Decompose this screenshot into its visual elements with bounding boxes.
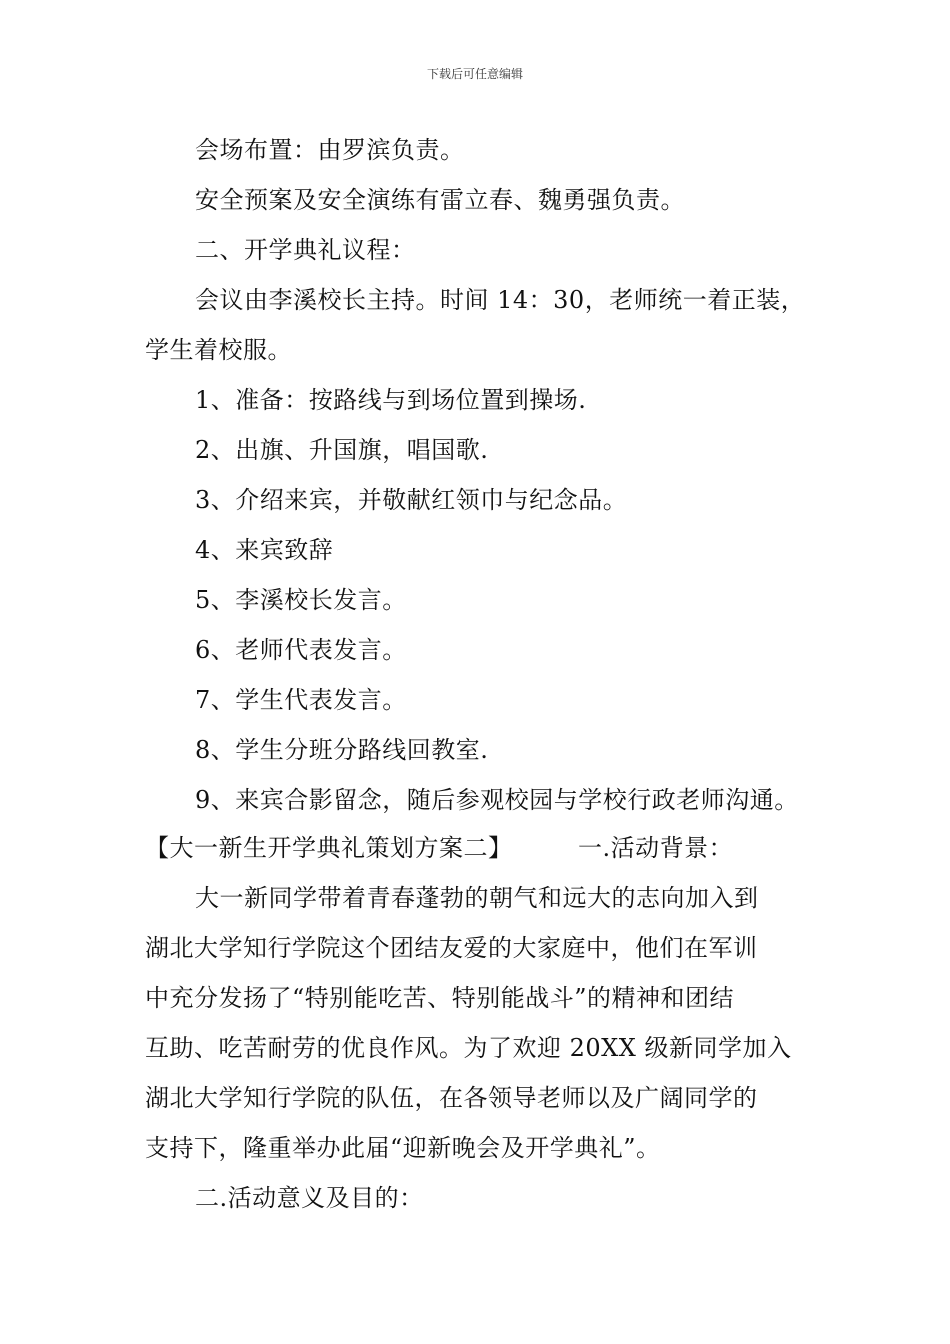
background-paragraph-line: 湖北大学知行学院这个团结友爱的大家庭中，他们在军训 xyxy=(145,934,758,962)
agenda-item-9: 9、来宾合影留念，随后参观校园与学校行政老师沟通。 xyxy=(195,786,799,814)
agenda-item-5: 5、李溪校长发言。 xyxy=(195,586,407,614)
agenda-item-6: 6、老师代表发言。 xyxy=(195,636,407,664)
section-heading-agenda: 二、开学典礼议程： xyxy=(195,236,416,264)
agenda-item-1: 1、准备：按路线与到场位置到操场. xyxy=(195,386,587,414)
background-paragraph-line: 支持下，隆重举办此届“迎新晚会及开学典礼”。 xyxy=(145,1134,661,1162)
background-paragraph-line: 湖北大学知行学院的队伍，在各领导老师以及广阔同学的 xyxy=(145,1084,758,1112)
agenda-item-8: 8、学生分班分路线回教室. xyxy=(195,736,489,764)
text-line-safety: 安全预案及安全演练有雷立春、魏勇强负责。 xyxy=(195,186,685,214)
plan-two-title: 【大一新生开学典礼策划方案二】 xyxy=(145,834,513,862)
text-line-venue: 会场布置：由罗滨负责。 xyxy=(195,136,465,164)
agenda-item-4: 4、来宾致辞 xyxy=(195,536,334,564)
agenda-item-3: 3、介绍来宾，并敬献红领巾与纪念品。 xyxy=(195,486,628,514)
agenda-item-7: 7、学生代表发言。 xyxy=(195,686,407,714)
text-line-uniform: 学生着校服。 xyxy=(145,336,292,364)
background-paragraph-line: 互助、吃苦耐劳的优良作风。为了欢迎 20XX 级新同学加入 xyxy=(145,1034,792,1062)
background-paragraph-line: 大一新同学带着青春蓬勃的朝气和远大的志向加入到 xyxy=(195,884,759,912)
background-heading: 一.活动背景： xyxy=(578,834,734,862)
page-header-note: 下载后可任意编辑 xyxy=(426,67,523,81)
agenda-item-2: 2、出旗、升国旗，唱国歌. xyxy=(195,436,489,464)
background-paragraph-line: 中充分发扬了“特别能吃苦、特别能战斗”的精神和团结 xyxy=(145,984,735,1012)
purpose-heading: 二.活动意义及目的： xyxy=(195,1184,424,1212)
text-line-host: 会议由李溪校长主持。时间 14：30，老师统一着正装， xyxy=(195,286,806,314)
